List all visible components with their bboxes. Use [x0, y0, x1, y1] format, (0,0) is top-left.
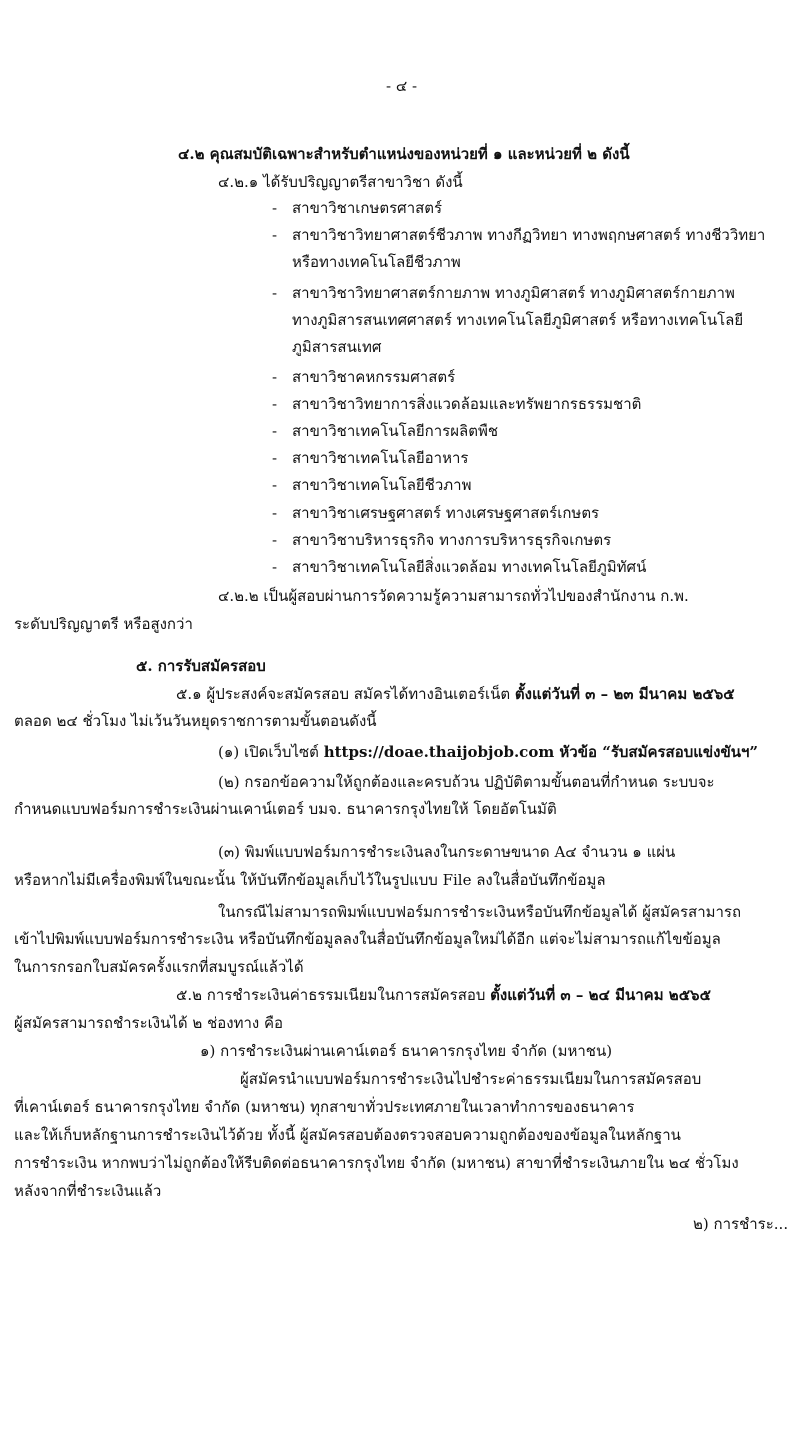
list-item: สาขาวิชาเทคโนโลยีการผลิตพืช — [292, 422, 499, 440]
continued-footer: ๒) การชำระ... — [693, 1215, 789, 1233]
list-item-continuation: ทางภูมิสารสนเทศศาสตร์ ทางเทคโนโลยีภูมิศาสตร์ หรือทางเทคโนโลยี — [292, 311, 744, 329]
list-item: สาขาวิชาเทคโนโลยีชีวภาพ — [292, 476, 472, 494]
bullet-dash: - — [272, 558, 278, 576]
step-1-text: (๑) เปิดเว็บไซต์ — [218, 743, 324, 761]
list-item: สาขาวิชาบริหารธุรกิจ ทางการบริหารธุรกิจเกษตร — [292, 531, 612, 549]
list-item: สาขาวิชาคหกรรมศาสตร์ — [292, 368, 456, 386]
list-item-continuation: ภูมิสารสนเทศ — [292, 338, 382, 356]
bullet-dash: - — [272, 422, 278, 440]
bullet-dash: - — [272, 226, 278, 244]
bullet-dash: - — [272, 449, 278, 467]
section-5-2-text: ๕.๒ การชำระเงินค่าธรรมเนียมในการสมัครสอบ — [176, 986, 491, 1004]
bullet-dash: - — [272, 531, 278, 549]
channel-1-paragraph-continuation: การชำระเงิน หากพบว่าไม่ถูกต้องให้รีบติดต่อธนาคารกรุงไทย จำกัด (มหาชน) สาขาที่ชำระเงินภายใน ๒๔ ชั่วโมง — [14, 1154, 739, 1172]
step-2: (๒) กรอกข้อความให้ถูกต้องและครบถ้วน ปฏิบัติตามขั้นตอนที่กำหนด ระบบจะ — [218, 773, 715, 791]
bullet-dash: - — [272, 395, 278, 413]
list-item: สาขาวิชาวิทยาการสิ่งแวดล้อมและทรัพยากรธรรมชาติ — [292, 395, 642, 413]
list-item: สาขาวิชาเทคโนโลยีอาหาร — [292, 449, 469, 467]
note-paragraph-continuation: ในการกรอกใบสมัครครั้งแรกที่สมบูรณ์แล้วได้ — [14, 958, 304, 976]
page-number: - ๔ - — [386, 77, 418, 95]
section-5-1-dates: ตั้งแต่วันที่ ๓ – ๒๓ มีนาคม ๒๕๖๕ — [514, 685, 735, 703]
section-5-1-text: ๕.๑ ผู้ประสงค์จะสมัครสอบ สมัครได้ทางอินเตอร์เน็ต — [176, 685, 515, 703]
channel-1-paragraph-continuation: และให้เก็บหลักฐานการชำระเงินไว้ด้วย ทั้งนี้ ผู้สมัครสอบต้องตรวจสอบความถูกต้องของข้อมูลในหลักฐาน — [14, 1126, 681, 1144]
list-item: สาขาวิชาเศรษฐศาสตร์ ทางเศรษฐศาสตร์เกษตร — [292, 504, 600, 522]
section-5-heading: ๕. การรับสมัครสอบ — [136, 657, 266, 675]
section-4-2-2: ๔.๒.๒ เป็นผู้สอบผ่านการวัดความรู้ความสามารถทั่วไปของสำนักงาน ก.พ. — [218, 587, 689, 605]
list-item: สาขาวิชาวิทยาศาสตร์กายภาพ ทางภูมิศาสตร์ ทางภูมิศาสตร์กายภาพ — [292, 284, 735, 302]
step-3-continuation: หรือหากไม่มีเครื่องพิมพ์ในขณะนั้น ให้บันทึกข้อมูลเก็บไว้ในรูปแบบ File ลงในสื่อบันทึกข้อมูล — [14, 871, 606, 889]
section-4-2-1: ๔.๒.๑ ได้รับปริญญาตรีสาขาวิชา ดังนี้ — [218, 173, 463, 191]
section-4-2-2-continuation: ระดับปริญญาตรี หรือสูงกว่า — [14, 615, 193, 633]
section-5-2 — [176, 983, 711, 1007]
step-3: (๓) พิมพ์แบบฟอร์มการชำระเงินลงในกระดาษขนาด A๔ จำนวน ๑ แผ่น — [218, 843, 676, 861]
section-5-2-dates: ตั้งแต่วันที่ ๓ – ๒๔ มีนาคม ๒๕๖๕ — [490, 986, 711, 1004]
note-paragraph: ในกรณีไม่สามารถพิมพ์แบบฟอร์มการชำระเงินหรือบันทึกข้อมูลได้ ผู้สมัครสามารถ — [218, 903, 742, 921]
section-5-1 — [176, 682, 735, 706]
step-1-url: https://doae.thaijobjob.com หัวข้อ “รับสมัครสอบแข่งขันฯ” — [323, 743, 759, 761]
list-item-continuation: หรือทางเทคโนโลยีชีวภาพ — [292, 253, 461, 271]
section-4-2-heading: ๔.๒ คุณสมบัติเฉพาะสำหรับตำแหน่งของหน่วยที่ ๑ และหน่วยที่ ๒ ดังนี้ — [178, 145, 630, 163]
section-5-2-continuation: ผู้สมัครสามารถชำระเงินได้ ๒ ช่องทาง คือ — [14, 1014, 284, 1032]
bullet-dash: - — [272, 476, 278, 494]
list-item: สาขาวิชาวิทยาศาสตร์ชีวภาพ ทางกีฏวิทยา ทางพฤกษศาสตร์ ทางชีววิทยา — [292, 226, 766, 244]
channel-1-paragraph-continuation: ที่เคาน์เตอร์ ธนาคารกรุงไทย จำกัด (มหาชน) ทุกสาขาทั่วประเทศภายในเวลาทำการของธนาคาร — [14, 1098, 635, 1116]
section-5-1-continuation: ตลอด ๒๔ ชั่วโมง ไม่เว้นวันหยุดราชการตามขั้นตอนดังนี้ — [14, 712, 377, 730]
bullet-dash: - — [272, 284, 278, 302]
channel-1-paragraph-continuation: หลังจากที่ชำระเงินแล้ว — [14, 1182, 162, 1200]
step-2-continuation: กำหนดแบบฟอร์มการชำระเงินผ่านเคาน์เตอร์ บมจ. ธนาคารกรุงไทยให้ โดยอัตโนมัติ — [14, 800, 557, 818]
note-paragraph-continuation: เข้าไปพิมพ์แบบฟอร์มการชำระเงิน หรือบันทึกข้อมูลลงในสื่อบันทึกข้อมูลใหม่ได้อีก แต่จะไม่สามารถแก้ไขข้อมูล — [14, 930, 721, 948]
bullet-dash: - — [272, 199, 278, 217]
step-1 — [218, 740, 758, 764]
bullet-dash: - — [272, 368, 278, 386]
channel-1-paragraph: ผู้สมัครนำแบบฟอร์มการชำระเงินไปชำระค่าธรรมเนียมในการสมัครสอบ — [240, 1070, 702, 1088]
list-item: สาขาวิชาเกษตรศาสตร์ — [292, 199, 443, 217]
channel-1-title: ๑) การชำระเงินผ่านเคาน์เตอร์ ธนาคารกรุงไทย จำกัด (มหาชน) — [200, 1042, 613, 1060]
list-item: สาขาวิชาเทคโนโลยีสิ่งแวดล้อม ทางเทคโนโลยีภูมิทัศน์ — [292, 558, 647, 576]
bullet-dash: - — [272, 504, 278, 522]
